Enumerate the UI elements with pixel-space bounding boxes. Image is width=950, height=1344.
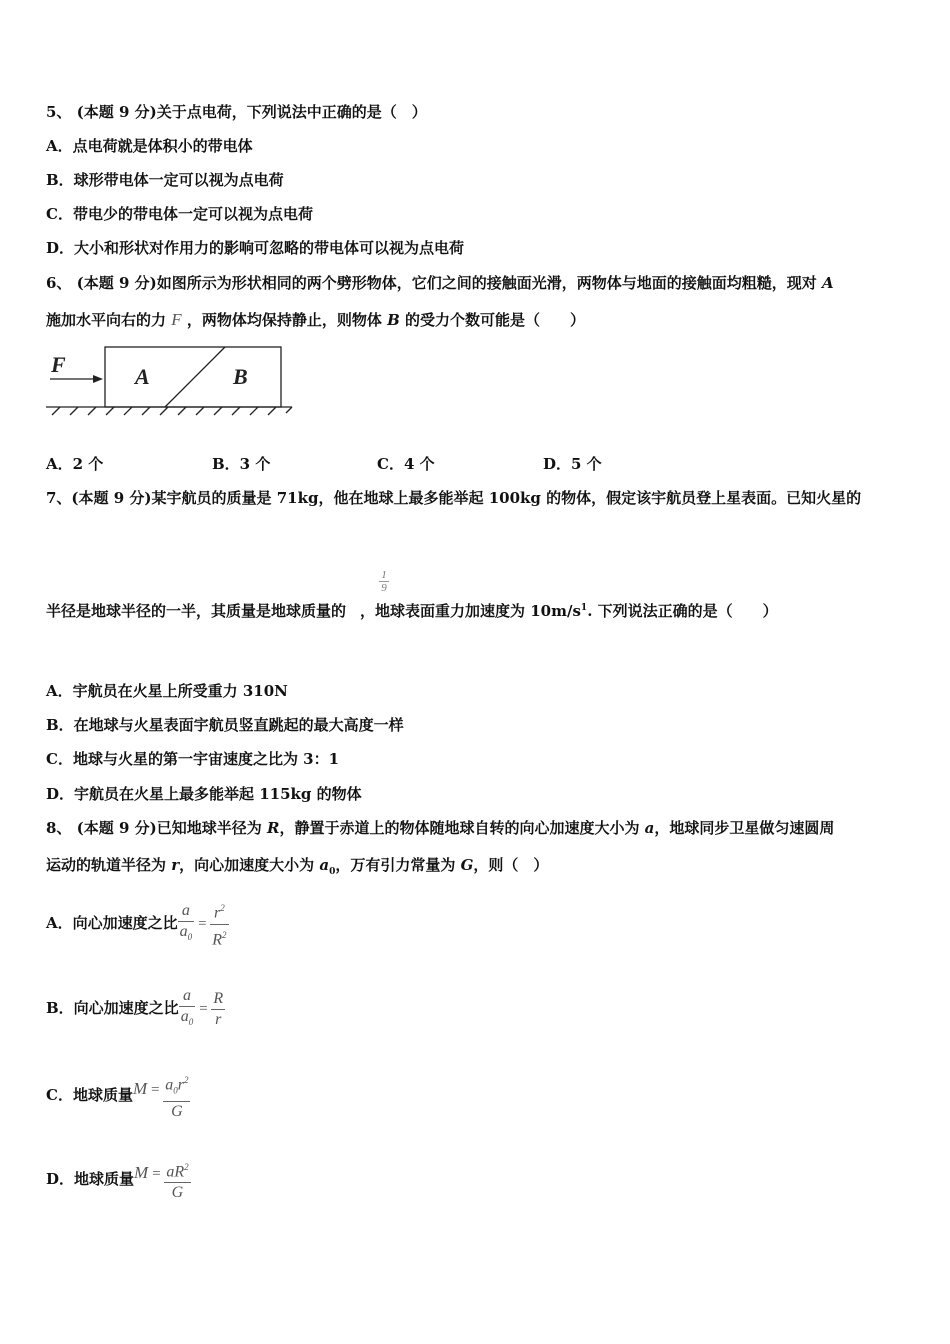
q8-stem-text-2: ，静置于赤道上的物体随地球自转的向心加速度大小为 [279, 819, 645, 837]
q7-frac-num: 1 [379, 570, 389, 582]
blocks-outline [105, 347, 281, 407]
q5-stem: 5、 (本题 9 分)关于点电荷，下列说法中正确的是（ ） [46, 103, 427, 121]
q8-stem-text-3: ，地球同步卫星做匀速圆周 [654, 819, 835, 837]
q7-frac-den: 9 [381, 582, 387, 594]
q8-option-c [46, 1060, 190, 1118]
q8-stem-text-6: ，万有引力常量为 [335, 856, 461, 874]
q6-stem-text-3: ，两物体均保持静止，则物体 [186, 311, 388, 329]
q8-stem-text-4: 运动的轨道半径为 [46, 856, 172, 874]
q5-option-c: C．带电少的带电体一定可以视为点电荷 [46, 205, 313, 223]
wedge-contact-surface [165, 347, 225, 407]
q7-unit-exponent: 1 [580, 603, 588, 613]
q8-option-d-eq: = [151, 1166, 162, 1182]
q6-var-a: A [821, 274, 834, 292]
q8-option-d-M: M [134, 1163, 149, 1182]
q8-option-a-lhs: $\frac{a}{a_0}$ [179, 901, 193, 943]
q5-option-d: D．大小和形状对作用力的影响可忽略的带电体可以视为点电荷 [46, 239, 465, 257]
q6-stem-text-2: 施加水平向右的力 [46, 311, 167, 329]
q7-option-d: D．宇航员在火星上最多能举起 115kg 的物体 [46, 785, 362, 803]
q8-option-b-label: B．向心加速度之比 [46, 999, 179, 1017]
q8-option-c-M: M [132, 1079, 148, 1098]
q8-stem-text-7: ，则（ ） [473, 856, 549, 874]
q6-wedge-figure [46, 344, 296, 418]
q5-option-b: B．球形带电体一定可以视为点电荷 [46, 171, 284, 189]
q8-option-a-label: A．向心加速度之比 [46, 914, 178, 932]
q6-option-d: D．5 个 [543, 455, 602, 473]
q8-stem-line2 [46, 855, 548, 882]
q8-stem-text-5: ，向心加速度大小为 [179, 856, 320, 874]
q8-option-b-eq: = [198, 1001, 209, 1017]
q7-stem-line2 [46, 598, 778, 621]
q8-option-d-rhs: $\frac{aR^2}{G}$ [164, 1157, 190, 1203]
q8-option-a [46, 894, 229, 952]
q8-var-G: G [460, 856, 474, 874]
q7-mass-fraction [379, 570, 389, 594]
q8-var-a: a [644, 819, 655, 837]
q8-option-b-lhs: $\frac{a}{a_0}$ [180, 986, 194, 1028]
q7-stem-text-2: ，地球表面重力加速度为 10m/s [360, 602, 581, 620]
q8-var-a0-sub: 0 [329, 867, 336, 877]
q8-var-R: R [266, 819, 280, 837]
q6-option-b: B．3 个 [212, 455, 271, 473]
q7-stem-text: 半径是地球半径的一半，其质量是地球质量的 [46, 602, 347, 620]
q6-stem-line1 [46, 273, 834, 293]
q6-force-symbol: F [171, 310, 182, 329]
q7-option-a: A．宇航员在火星上所受重力 310N [46, 682, 288, 700]
q8-option-b [46, 979, 225, 1037]
q8-stem-line1 [46, 818, 834, 838]
q6-stem-text-4: 的受力个数可能是（ ） [399, 311, 586, 329]
q8-stem-text: 8、 (本题 9 分)已知地球半径为 [46, 819, 267, 837]
q7-stem-text-3: . 下列说法正确的是（ ） [587, 602, 778, 620]
q7-option-c: C．地球与火星的第一宇宙速度之比为 3：1 [46, 750, 340, 768]
q8-option-c-label: C．地球质量 [46, 1086, 133, 1104]
q8-option-d [46, 1144, 191, 1202]
force-arrow-head [93, 375, 103, 383]
q6-option-a: A．2 个 [46, 455, 104, 473]
q8-option-c-eq: = [150, 1082, 161, 1098]
q6-var-b: B [387, 311, 400, 329]
q8-var-r: r [171, 856, 180, 874]
q8-var-a0: a [319, 856, 330, 874]
block-a-label: A [135, 364, 150, 389]
q5-option-a: A．点电荷就是体积小的带电体 [46, 137, 253, 155]
q8-option-c-rhs: $\frac{a_0r^2}{G}$ [163, 1070, 190, 1122]
q8-option-a-eq: = [197, 916, 208, 932]
force-label: F [51, 352, 66, 377]
q8-option-a-rhs: $\frac{r^2}{R^2}$ [210, 898, 228, 950]
q8-option-d-label: D．地球质量 [46, 1170, 135, 1188]
q6-option-c: C．4 个 [377, 455, 435, 473]
q6-stem-text: 6、 (本题 9 分)如图所示为形状相同的两个劈形物体，它们之间的接触面光滑，两物体与地面的接触面均粗糙，现对 [46, 274, 822, 292]
q7-option-b: B．在地球与火星表面宇航员竖直跳起的最大高度一样 [46, 716, 404, 734]
q6-stem-line2 [46, 310, 585, 330]
q7-stem-line1: 7、(本题 9 分)某宇航员的质量是 71kg，他在地球上最多能举起 100kg 的物体，假定该宇航员登上星表面。已知火星的 [46, 489, 862, 507]
ground-hatching [52, 407, 292, 415]
q8-option-b-rhs: $\frac{R}{r}$ [213, 989, 224, 1028]
block-b-label: B [233, 364, 248, 389]
